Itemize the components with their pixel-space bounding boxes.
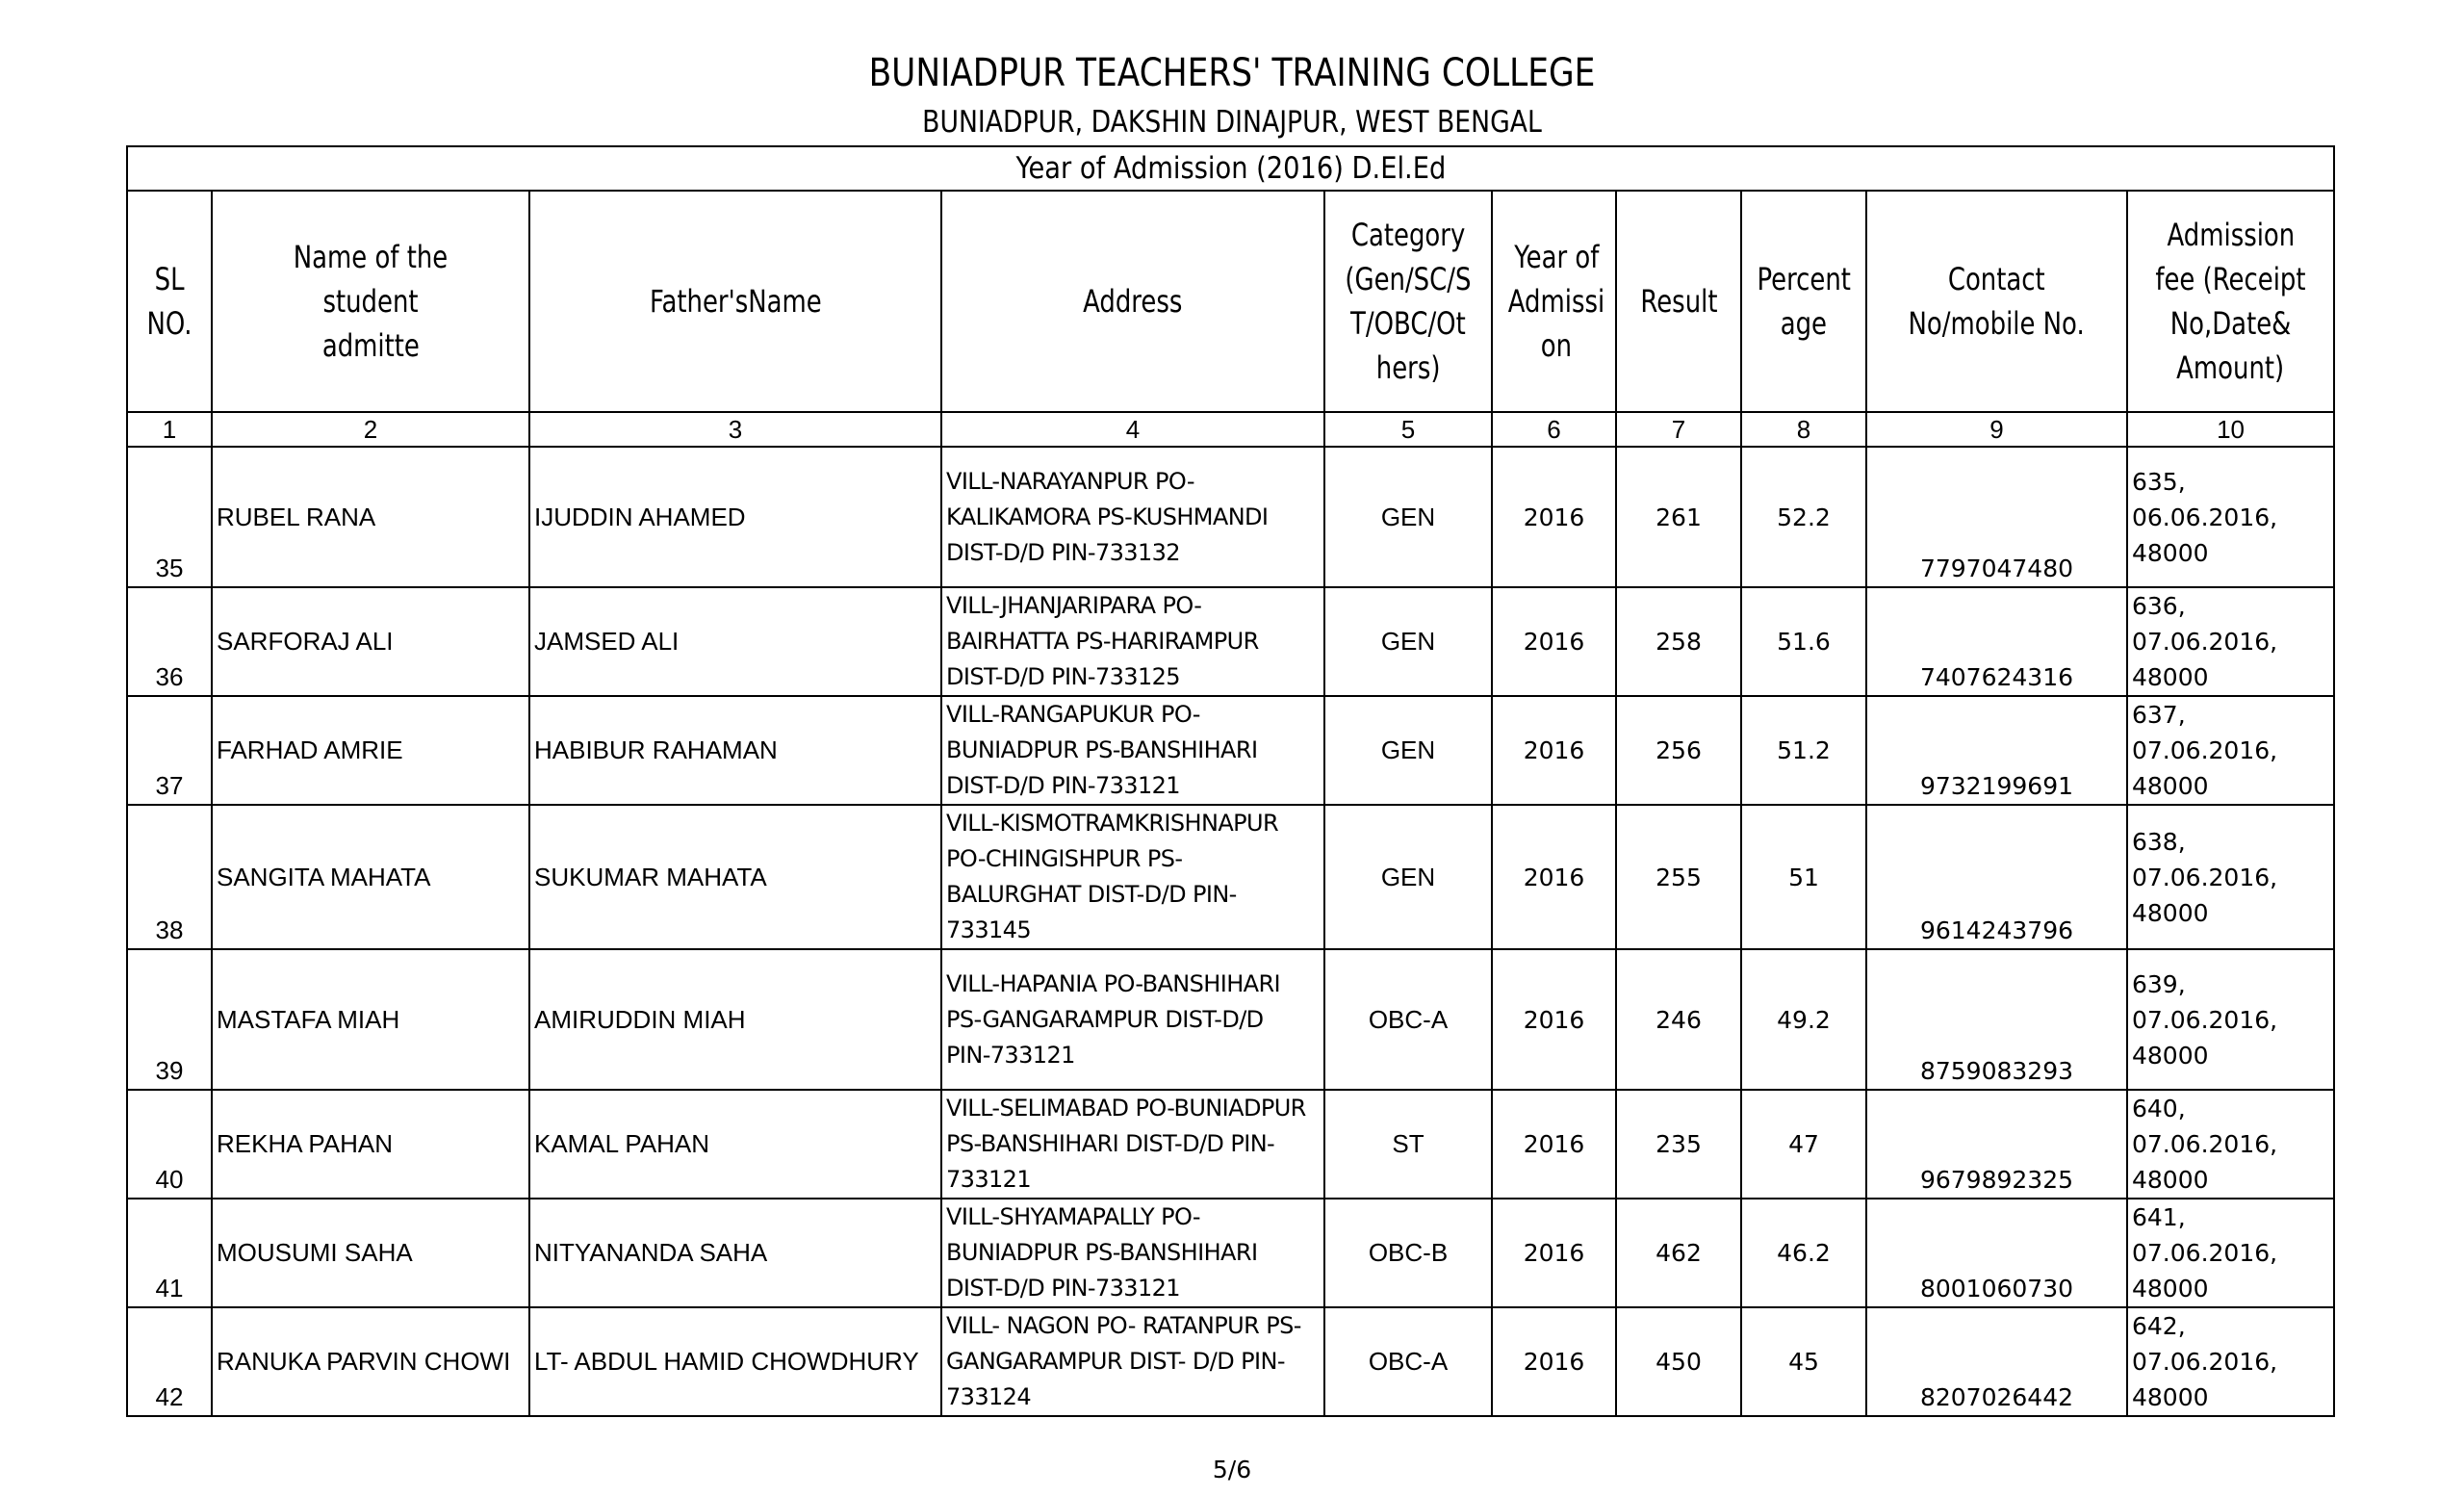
header-admission-fee: Admissionfee (ReceiptNo,Date&Amount) (2127, 191, 2334, 412)
column-number: 7 (1616, 412, 1741, 447)
result-cell: 256 (1616, 696, 1741, 805)
header-year-of-admission: Year ofAdmission (1492, 191, 1616, 412)
address-cell: VILL-KISMOTRAMKRISHNAPUR PO-CHINGISHPUR PS- BALURGHAT DIST-D/D PIN- 733145 (941, 805, 1324, 949)
percentage-cell: 51 (1741, 805, 1866, 949)
year-cell: 2016 (1492, 696, 1616, 805)
sl-number-cell: 40 (127, 1090, 212, 1199)
result-cell: 450 (1616, 1307, 1741, 1416)
student-name-cell: MOUSUMI SAHA (212, 1199, 529, 1307)
year-cell: 2016 (1492, 1199, 1616, 1307)
table-row (127, 696, 2334, 805)
table-row (127, 805, 2334, 949)
percentage-cell: 45 (1741, 1307, 1866, 1416)
header-sl-no: SLNO. (127, 191, 212, 412)
category-cell: OBC-A (1324, 1307, 1492, 1416)
admission-fee-cell: 642, 07.06.2016, 48000 (2127, 1307, 2334, 1416)
contact-cell: 9614243796 (1866, 805, 2127, 949)
address-cell: VILL-SHYAMAPALLY PO- BUNIADPUR PS-BANSHIHARI DIST-D/D PIN-733121 (941, 1199, 1324, 1307)
percentage-cell: 49.2 (1741, 949, 1866, 1090)
header-contact: ContactNo/mobile No. (1866, 191, 2127, 412)
contact-cell: 8759083293 (1866, 949, 2127, 1090)
percentage-cell: 51.2 (1741, 696, 1866, 805)
father-name-cell: IJUDDIN AHAMED (529, 447, 941, 587)
year-of-admission-row (127, 146, 2334, 191)
address-cell: VILL-NARAYANPUR PO- KALIKAMORA PS-KUSHMANDI DIST-D/D PIN-733132 (941, 447, 1324, 587)
admission-fee-cell: 637, 07.06.2016, 48000 (2127, 696, 2334, 805)
column-number: 1 (127, 412, 212, 447)
address-cell: VILL- NAGON PO- RATANPUR PS- GANGARAMPUR DIST- D/D PIN- 733124 (941, 1307, 1324, 1416)
year-cell: 2016 (1492, 1307, 1616, 1416)
table-row (127, 1199, 2334, 1307)
student-name-cell: RUBEL RANA (212, 447, 529, 587)
year-cell: 2016 (1492, 447, 1616, 587)
college-title: BUNIADPUR TEACHERS' TRAINING COLLEGE (868, 51, 1596, 95)
year-cell: 2016 (1492, 949, 1616, 1090)
contact-cell: 8001060730 (1866, 1199, 2127, 1307)
result-cell: 258 (1616, 587, 1741, 696)
column-number: 5 (1324, 412, 1492, 447)
header-student-name: Name of the studentadmitte (212, 191, 529, 412)
category-cell: OBC-A (1324, 949, 1492, 1090)
college-address: BUNIADPUR, DAKSHIN DINAJPUR, WEST BENGAL (922, 105, 1542, 140)
column-number: 4 (941, 412, 1324, 447)
header-percentage: Percentage (1741, 191, 1866, 412)
sl-number-cell: 35 (127, 447, 212, 587)
result-cell: 246 (1616, 949, 1741, 1090)
student-name-cell: FARHAD AMRIE (212, 696, 529, 805)
category-cell: GEN (1324, 696, 1492, 805)
percentage-cell: 46.2 (1741, 1199, 1866, 1307)
father-name-cell: LT- ABDUL HAMID CHOWDHURY (529, 1307, 941, 1416)
address-cell: VILL-SELIMABAD PO-BUNIADPUR PS-BANSHIHARI DIST-D/D PIN- 733121 (941, 1090, 1324, 1199)
admission-fee-cell: 636, 07.06.2016, 48000 (2127, 587, 2334, 696)
admission-fee-cell: 638, 07.06.2016, 48000 (2127, 805, 2334, 949)
category-cell: ST (1324, 1090, 1492, 1199)
student-name-cell: SANGITA MAHATA (212, 805, 529, 949)
student-name-cell: MASTAFA MIAH (212, 949, 529, 1090)
column-number: 2 (212, 412, 529, 447)
contact-cell: 9679892325 (1866, 1090, 2127, 1199)
header-result: Result (1616, 191, 1741, 412)
admission-table (126, 145, 2335, 1417)
column-header-row (127, 191, 2334, 412)
contact-cell: 7407624316 (1866, 587, 2127, 696)
student-rows (127, 447, 2334, 1416)
page-number: 5/6 (1212, 1456, 1252, 1483)
column-number: 6 (1492, 412, 1616, 447)
category-cell: GEN (1324, 805, 1492, 949)
admission-fee-cell: 635, 06.06.2016, 48000 (2127, 447, 2334, 587)
year-cell: 2016 (1492, 805, 1616, 949)
table-row (127, 1307, 2334, 1416)
year-cell: 2016 (1492, 587, 1616, 696)
address-cell: VILL-JHANJARIPARA PO- BAIRHATTA PS-HARIRAMPUR DIST-D/D PIN-733125 (941, 587, 1324, 696)
contact-cell: 7797047480 (1866, 447, 2127, 587)
father-name-cell: JAMSED ALI (529, 587, 941, 696)
father-name-cell: SUKUMAR MAHATA (529, 805, 941, 949)
contact-cell: 9732199691 (1866, 696, 2127, 805)
student-name-cell: SARFORAJ ALI (212, 587, 529, 696)
sl-number-cell: 37 (127, 696, 212, 805)
percentage-cell: 52.2 (1741, 447, 1866, 587)
admission-fee-cell: 639, 07.06.2016, 48000 (2127, 949, 2334, 1090)
category-cell: GEN (1324, 447, 1492, 587)
table-row (127, 587, 2334, 696)
sl-number-cell: 42 (127, 1307, 212, 1416)
year-of-admission-label: Year of Admission (2016) D.El.Ed (1015, 151, 1446, 186)
column-number: 8 (1741, 412, 1866, 447)
category-cell: OBC-B (1324, 1199, 1492, 1307)
header-father-name: Father'sName (529, 191, 941, 412)
result-cell: 261 (1616, 447, 1741, 587)
admission-fee-cell: 641, 07.06.2016, 48000 (2127, 1199, 2334, 1307)
student-name-cell: REKHA PAHAN (212, 1090, 529, 1199)
table-row (127, 447, 2334, 587)
table-row (127, 949, 2334, 1090)
father-name-cell: AMIRUDDIN MIAH (529, 949, 941, 1090)
contact-cell: 8207026442 (1866, 1307, 2127, 1416)
column-number-row (127, 412, 2334, 447)
father-name-cell: NITYANANDA SAHA (529, 1199, 941, 1307)
percentage-cell: 51.6 (1741, 587, 1866, 696)
sl-number-cell: 38 (127, 805, 212, 949)
result-cell: 462 (1616, 1199, 1741, 1307)
sl-number-cell: 39 (127, 949, 212, 1090)
column-number: 3 (529, 412, 941, 447)
year-of-admission-cell (127, 146, 2334, 191)
student-name-cell: RANUKA PARVIN CHOWI (212, 1307, 529, 1416)
table-row (127, 1090, 2334, 1199)
sl-number-cell: 41 (127, 1199, 212, 1307)
year-cell: 2016 (1492, 1090, 1616, 1199)
address-cell: VILL-RANGAPUKUR PO- BUNIADPUR PS-BANSHIHARI DIST-D/D PIN-733121 (941, 696, 1324, 805)
percentage-cell: 47 (1741, 1090, 1866, 1199)
column-number: 9 (1866, 412, 2127, 447)
father-name-cell: KAMAL PAHAN (529, 1090, 941, 1199)
sl-number-cell: 36 (127, 587, 212, 696)
address-cell: VILL-HAPANIA PO-BANSHIHARI PS-GANGARAMPUR DIST-D/D PIN-733121 (941, 949, 1324, 1090)
column-number: 10 (2127, 412, 2334, 447)
result-cell: 235 (1616, 1090, 1741, 1199)
father-name-cell: HABIBUR RAHAMAN (529, 696, 941, 805)
header-category: Category(Gen/SC/ST/OBC/Others) (1324, 191, 1492, 412)
header-address: Address (941, 191, 1324, 412)
category-cell: GEN (1324, 587, 1492, 696)
result-cell: 255 (1616, 805, 1741, 949)
admission-fee-cell: 640, 07.06.2016, 48000 (2127, 1090, 2334, 1199)
